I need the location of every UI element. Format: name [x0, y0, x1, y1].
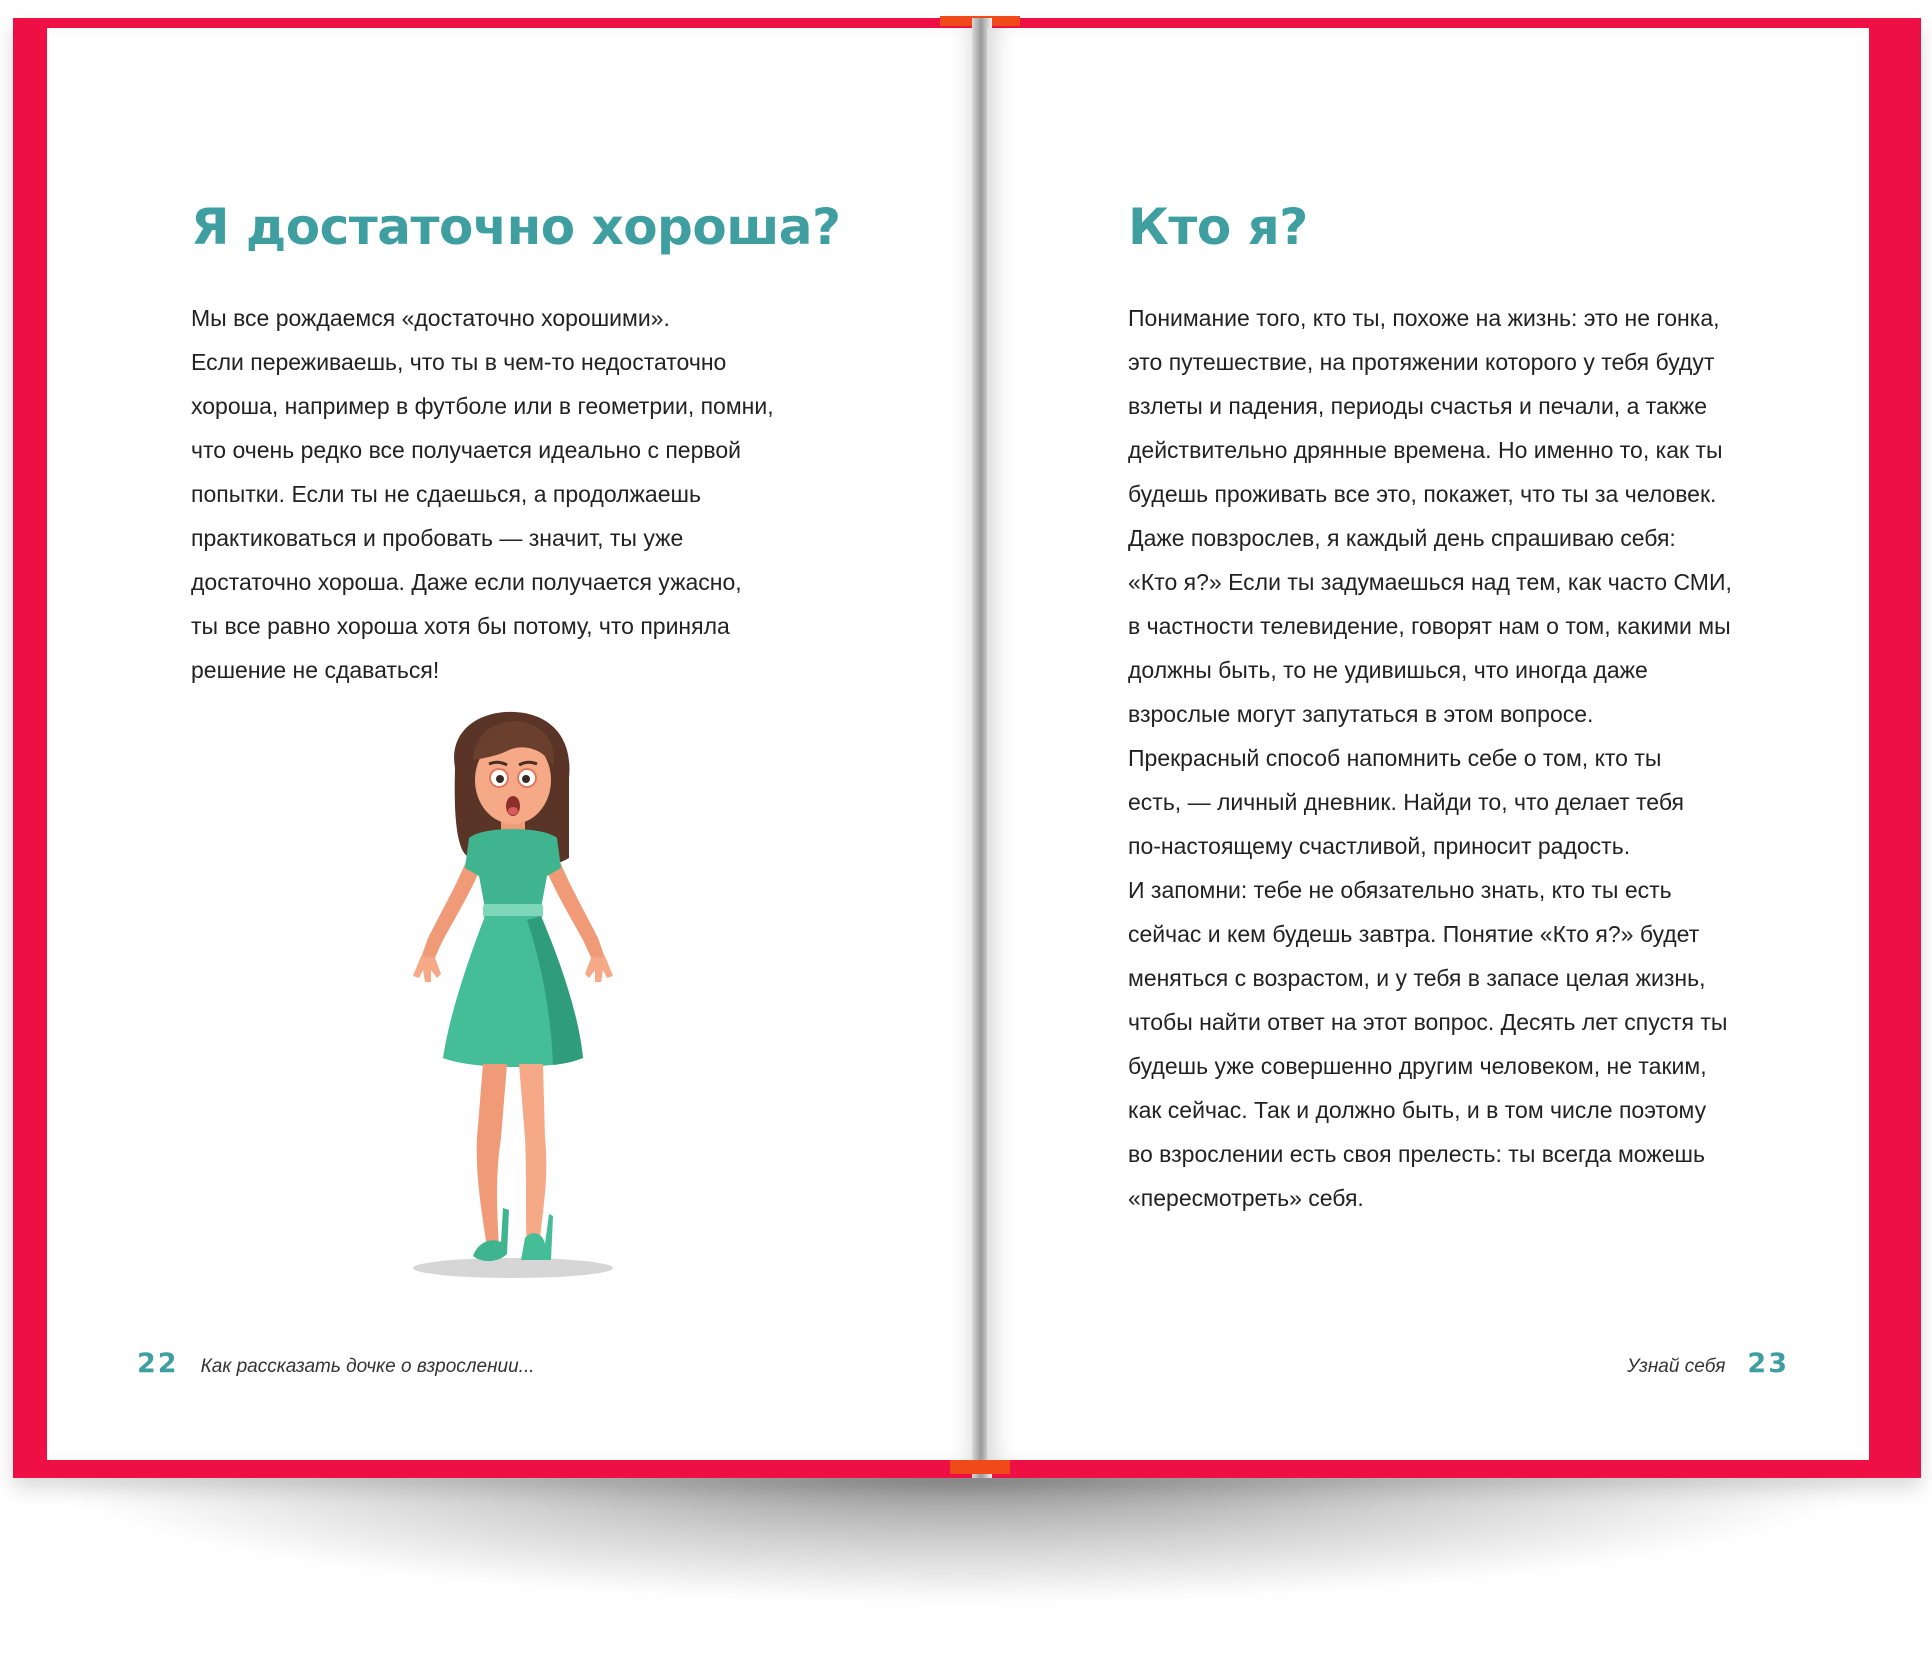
left-page	[47, 28, 979, 1460]
left-hand	[413, 956, 441, 982]
right-page-body	[1128, 296, 1732, 1220]
dress-belt	[483, 904, 543, 918]
body-line: Мы все рождаемся «достаточно хорошими».	[191, 305, 670, 331]
body-line: должны быть, то не удивишься, что иногда даже	[1128, 657, 1648, 683]
right-leg	[519, 1064, 546, 1248]
running-head: Как рассказать дочке о взрослении...	[200, 1356, 535, 1377]
body-line: чтобы найти ответ на этот вопрос. Десять лет спустя ты	[1128, 1009, 1728, 1035]
body-line: попытки. Если ты не сдаешься, а продолжаешь	[191, 481, 701, 507]
tongue	[508, 807, 518, 815]
right-page	[987, 28, 1869, 1460]
body-line: «Кто я?» Если ты задумаешься над тем, как часто СМИ,	[1128, 569, 1732, 595]
body-line: Прекрасный способ напомнить себе о том, кто ты	[1128, 745, 1662, 771]
book-shadow	[60, 1470, 1860, 1600]
body-line: действительно дрянные времена. Но именно то, как ты	[1128, 437, 1723, 463]
headband-bottom	[950, 1460, 1010, 1474]
body-line: есть, — личный дневник. Найди то, что делает тебя	[1128, 789, 1684, 815]
dress-bodice	[465, 829, 561, 908]
floor-shadow	[413, 1258, 613, 1278]
page-number: 22	[137, 1348, 179, 1379]
left-pupil	[496, 775, 504, 783]
body-line: будешь уже совершенно другим человеком, не таким,	[1128, 1053, 1707, 1079]
body-line: достаточно хороша. Даже если получается ужасно,	[191, 569, 742, 595]
right-pupil	[522, 775, 530, 783]
right-page-footer	[1627, 1348, 1789, 1379]
body-line: меняться с возрастом, и у тебя в запасе целая жизнь,	[1128, 965, 1706, 991]
body-line: в частности телевидение, говорят нам о том, какими мы	[1128, 613, 1731, 639]
body-line: по-настоящему счастливой, приносит радость.	[1128, 833, 1631, 859]
left-page-footer	[137, 1348, 535, 1379]
body-line: как сейчас. Так и должно быть, и в том числе поэтому	[1128, 1097, 1707, 1123]
body-line: взрослые могут запутаться в этом вопросе.	[1128, 701, 1594, 727]
body-line: решение не сдаваться!	[191, 657, 440, 683]
body-line: взлеты и падения, периоды счастья и печали, а также	[1128, 393, 1708, 419]
body-line: Понимание того, кто ты, похоже на жизнь: это не гонка,	[1128, 305, 1720, 331]
body-line: во взрослении есть своя прелесть: ты всегда можешь	[1128, 1141, 1705, 1167]
body-line: «пересмотреть» себя.	[1128, 1185, 1364, 1211]
body-line: Даже повзрослев, я каждый день спрашиваю себя:	[1128, 525, 1676, 551]
right-hand	[585, 956, 613, 982]
body-line: И запомни: тебе не обязательно знать, кто ты есть	[1128, 877, 1672, 903]
body-line: будешь проживать все это, покажет, что ты за человек.	[1128, 481, 1717, 507]
left-page-title: Я достаточно хороша?	[191, 198, 841, 256]
page-number: 23	[1747, 1348, 1789, 1379]
body-line: практиковаться и пробовать — значит, ты уже	[191, 525, 684, 551]
body-line: Если переживаешь, что ты в чем-то недостаточно	[191, 349, 727, 375]
running-head: Узнай себя	[1627, 1356, 1726, 1377]
left-page-body	[191, 296, 774, 692]
girl-illustration	[403, 708, 623, 1288]
body-line: хороша, например в футболе или в геометрии, помни,	[191, 393, 774, 419]
body-line: ты все равно хороша хотя бы потому, что приняла	[191, 613, 730, 639]
body-line: что очень редко все получается идеально с первой	[191, 437, 741, 463]
right-page-title: Кто я?	[1128, 198, 1308, 256]
body-line: сейчас и кем будешь завтра. Понятие «Кто я?» будет	[1128, 921, 1700, 947]
body-line: это путешествие, на протяжении которого у тебя будут	[1128, 349, 1715, 375]
